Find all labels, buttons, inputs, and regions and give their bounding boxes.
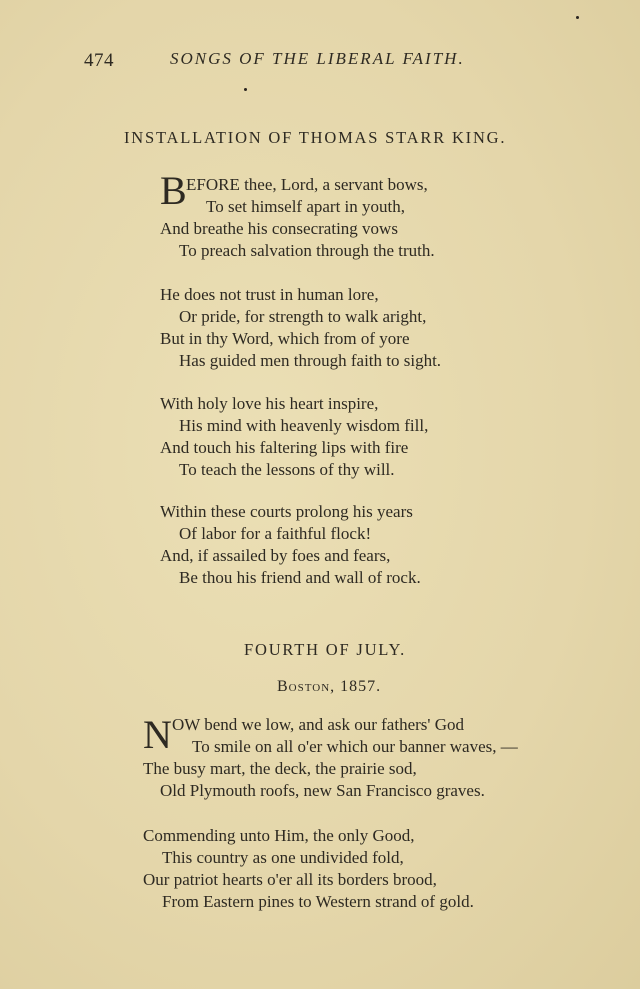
page-speck [244,88,247,91]
verse-line: And touch his faltering lips with fire [160,438,409,457]
verse-line: From Eastern pines to Western strand of gold. [162,892,474,911]
hymn-subtitle: Boston, 1857. [277,678,382,695]
verse-line: Old Plymouth roofs, new San Francisco graves. [160,781,485,800]
verse-line: The busy mart, the deck, the prairie sod, [143,759,417,778]
verse-line: Within these courts prolong his years [160,502,413,521]
verse-line: EFORE thee, Lord, a servant bows, [186,175,428,194]
verse-line: This country as one undivided fold, [162,848,404,867]
verse-line: To preach salvation through the truth. [179,241,435,260]
verse-line: OW bend we low, and ask our fathers' God [172,715,464,734]
hymn-title: INSTALLATION OF THOMAS STARR KING. [124,128,507,147]
verse-line: Commending unto Him, the only Good, [143,826,415,845]
verse-line: Of labor for a faithful flock! [179,524,372,543]
verse-line: Our patriot hearts o'er all its borders brood, [143,870,437,889]
verse-line: With holy love his heart inspire, [160,394,379,413]
verse-line: And, if assailed by foes and fears, [160,546,391,565]
verse-line: Be thou his friend and wall of rock. [179,568,421,587]
page-speck [576,16,579,19]
verse-line: But in thy Word, which from of yore [160,329,410,348]
verse-line: He does not trust in human lore, [160,285,379,304]
verse-line: Has guided men through faith to sight. [179,351,442,370]
hymn-title: FOURTH OF JULY. [244,640,407,659]
page-number: 474 [84,50,114,71]
verse-line: And breathe his consecrating vows [160,219,398,238]
running-title: SONGS OF THE LIBERAL FAITH. [170,49,465,68]
verse-line: To smile on all o'er which our banner waves, — [192,737,518,756]
verse-line: To set himself apart in youth, [206,197,405,216]
verse-line: Or pride, for strength to walk aright, [179,307,427,326]
drop-cap: N [143,712,172,757]
drop-cap: B [160,168,187,213]
verse-line: To teach the lessons of thy will. [179,460,395,479]
verse-line: His mind with heavenly wisdom fill, [179,416,429,435]
